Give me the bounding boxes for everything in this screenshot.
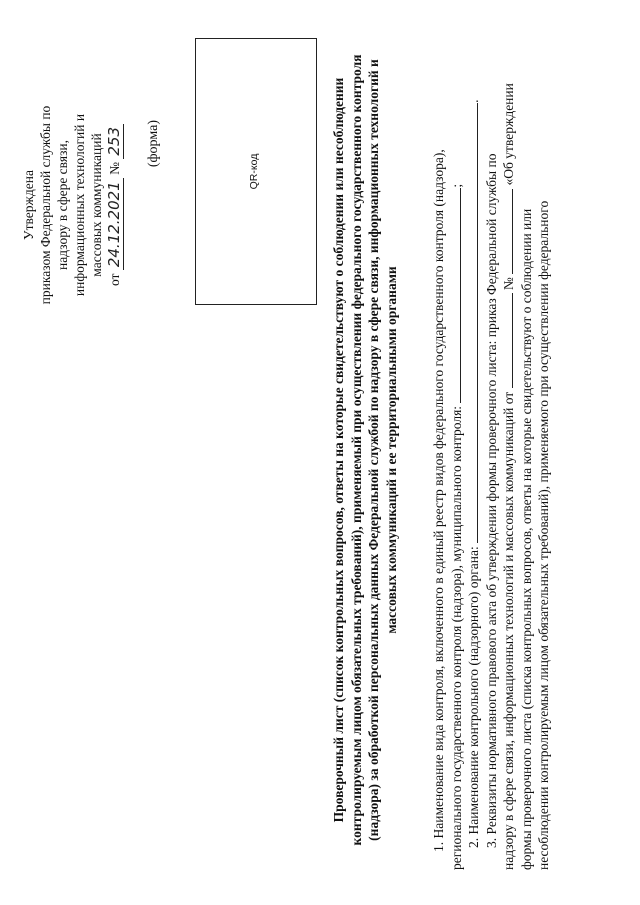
item-1-blank-line (448, 188, 461, 403)
item-1-text: 1. Наименование вида контроля, включенного в единый реестр видов федерального государственного контроля (надзора), (431, 149, 446, 852)
item-3-date-blank (500, 293, 513, 388)
item-1-text-continued: регионального государственного контроля (надзора), муниципального контроля: (448, 405, 464, 870)
item-3-text-line-4: несоблюдении контролируемым лицом обязательных требований), применяемого при осуществлении федерального (536, 200, 551, 870)
number-label: № (107, 162, 122, 175)
item-3-number-label: № (501, 277, 516, 291)
qr-code-box (195, 38, 317, 305)
approval-line: приказом Федеральной службы по (38, 105, 53, 305)
item-1-continued: регионального государственного контроля (надзора), муниципального контроля: ; (448, 183, 464, 870)
item-2-blank-line (465, 103, 478, 543)
approval-stamp (20, 55, 123, 355)
item-3-quote-start: «Об утверждении (501, 83, 516, 186)
handwritten-date: 24.12.2021 (105, 178, 124, 270)
item-1 (430, 35, 448, 870)
from-label: от (107, 273, 122, 287)
item-3 (483, 35, 501, 870)
item-3-number-blank (500, 189, 513, 274)
document-body (430, 35, 553, 870)
item-3-line-3 (518, 35, 536, 870)
approval-line: массовых коммуникаций (89, 133, 104, 277)
approval-date-number (106, 55, 123, 355)
approval-line: информационных технологий и (72, 113, 87, 297)
item-3-text-line-3: формы проверочного листа (списка контрольных вопросов, ответы на которые свидетельствуют о соблюдении или (518, 208, 534, 870)
item-3-line-4 (535, 35, 553, 870)
handwritten-number: 253 (105, 124, 124, 159)
item-3-text: 3. Реквизиты нормативного правового акта об утверждении формы проверочного листа: приказ Федеральной службы по (483, 153, 499, 848)
item-2-text: 2. Наименование контрольного (надзорного) органа: (466, 546, 481, 848)
item-3-text-line-2: надзору в сфере связи, информационных технологий и массовых коммуникаций от (501, 391, 516, 870)
form-label: (форма) (146, 120, 161, 168)
item-3-line-2 (500, 35, 518, 870)
approval-heading: Утверждена (21, 170, 36, 240)
qr-code-label: QR-код (248, 153, 260, 190)
approval-line: надзору в сфере связи, (55, 139, 70, 271)
item-2: 2. Наименование контрольного (надзорного) органа: . (466, 99, 481, 848)
document-title: Проверочный лист (список контрольных вопросов, ответы на которые свидетельствуют о соблюдении или несоблюдении контролируемым лицом обязательных требований), применяемый при осуществлении федерального государственного контроля (надзора) за обработкой персональных данных Федеральной службой по надзору в сфере связи, информационных технологий и массовых коммуникаций и ее территориальными органами (331, 54, 399, 846)
